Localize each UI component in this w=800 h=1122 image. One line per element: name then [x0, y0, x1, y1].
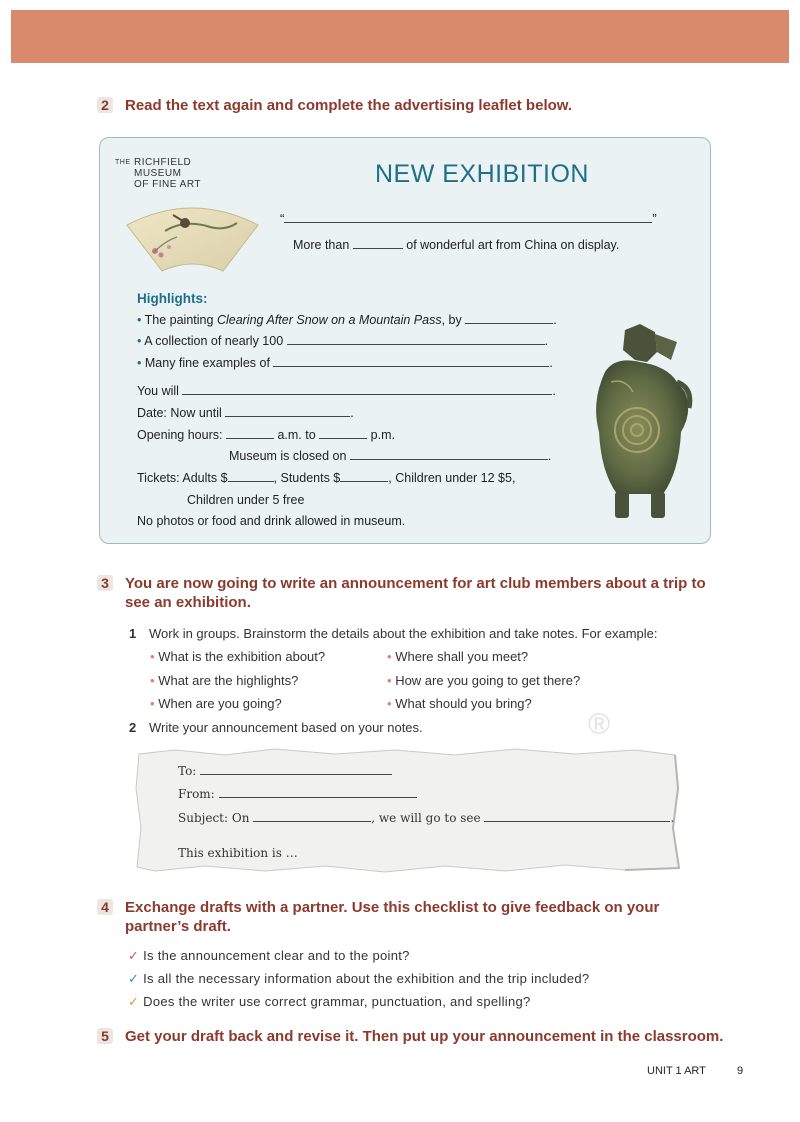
prompt-text: Where shall you meet?: [395, 649, 529, 664]
adults-price-blank[interactable]: [228, 481, 274, 482]
unit-label: UNIT 1 ART: [647, 1065, 706, 1077]
painting-title: Clearing After Snow on a Mountain Pass: [216, 313, 442, 327]
collection-blank[interactable]: [287, 344, 545, 345]
prompt-text: What should you bring?: [395, 696, 532, 711]
tickets-under-5: Children under 5 free: [187, 493, 305, 507]
question-number-2: 2: [97, 97, 113, 113]
period: .: [549, 356, 553, 370]
you-will-text: You will: [137, 384, 179, 398]
students-price-blank[interactable]: [340, 481, 388, 482]
museum-the: THE: [115, 159, 131, 166]
tickets-row: [137, 471, 515, 485]
more-than-blank[interactable]: [353, 248, 403, 249]
date-row: [137, 406, 354, 420]
checklist-text: Does the writer use correct grammar, punctuation, and spelling?: [143, 994, 531, 1009]
note-from-blank[interactable]: [219, 797, 417, 798]
highlight-1: [137, 313, 557, 327]
prompt-text: When are you going?: [158, 696, 282, 711]
bullet: •: [137, 313, 142, 327]
you-will-row: [137, 384, 556, 398]
question-number-4: 4: [97, 899, 113, 915]
note-to-row: [178, 764, 392, 778]
highlight-1-text: The painting: [144, 313, 214, 327]
prompt-text: What is the exhibition about?: [158, 649, 326, 664]
quote-open: “: [280, 211, 285, 226]
closed-text: Museum is closed on: [229, 449, 347, 463]
tickets-students: , Students $: [273, 471, 341, 485]
opening-hours-label: Opening hours:: [137, 428, 223, 442]
more-than-text: More than: [293, 238, 350, 252]
exhibition-heading: NEW EXHIBITION: [375, 160, 589, 188]
note-body: This exhibition is …: [178, 846, 298, 860]
museum-name-line-2: MUSEUM: [134, 168, 182, 179]
step-2-text: Write your announcement based on your notes.: [149, 720, 423, 735]
step-1-text: Work in groups. Brainstorm the details about the exhibition and take notes. For example:: [149, 626, 658, 641]
question-number-5: 5: [97, 1028, 113, 1044]
prompt-item: • What is the exhibition about?: [150, 649, 326, 664]
checklist-item: [128, 948, 410, 964]
bronze-vessel-image: [585, 322, 695, 522]
highlight-3-text: Many fine examples of: [144, 356, 270, 370]
opening-hours-pm: p.m.: [370, 428, 395, 442]
opening-am-blank[interactable]: [226, 438, 274, 439]
note-subject-label: Subject: On: [178, 811, 250, 825]
museum-name-line-3: OF FINE ART: [134, 179, 201, 190]
highlight-3: [137, 356, 553, 370]
note-to-label: To:: [178, 764, 197, 778]
painter-blank[interactable]: [465, 323, 553, 324]
period: .: [547, 449, 552, 463]
opening-pm-blank[interactable]: [319, 438, 367, 439]
note-exhibition-blank[interactable]: [484, 821, 670, 822]
note-subject-middle: , we will go to see: [371, 811, 481, 825]
question-3-text-line-2: see an exhibition.: [125, 594, 251, 611]
question-number-3: 3: [97, 575, 113, 591]
highlight-2: [137, 334, 548, 348]
closed-blank[interactable]: [350, 459, 548, 460]
date-text: Date: Now until: [137, 406, 222, 420]
step-2-number: 2: [129, 720, 137, 735]
museum-rules: No photos or food and drink allowed in museum.: [137, 514, 406, 528]
you-will-blank[interactable]: [182, 394, 552, 395]
more-than-text-end: of wonderful art from China on display.: [406, 238, 620, 252]
tickets-children: , Children under 12 $5,: [388, 471, 516, 485]
question-4-text-line-2: partner’s draft.: [125, 918, 231, 935]
check-icon: ✓: [128, 971, 140, 986]
checklist-text: Is all the necessary information about the exhibition and the trip included?: [143, 971, 590, 986]
period: .: [544, 334, 549, 348]
checklist-text: Is the announcement clear and to the point?: [143, 948, 410, 963]
date-blank[interactable]: [225, 416, 350, 417]
examples-blank[interactable]: [273, 366, 549, 367]
note-date-blank[interactable]: [253, 821, 371, 822]
question-5-text: Get your draft back and revise it. Then put up your announcement in the classroom.: [125, 1028, 724, 1045]
highlight-1-by: , by: [441, 313, 462, 327]
period: .: [552, 384, 556, 398]
period: .: [350, 406, 354, 420]
bullet: •: [137, 356, 142, 370]
check-icon: ✓: [128, 948, 140, 963]
check-icon: ✓: [128, 994, 140, 1009]
note-from-row: [178, 787, 417, 801]
step-1-number: 1: [129, 626, 137, 641]
prompt-item: • Where shall you meet?: [387, 649, 529, 664]
prompt-item: • How are you going to get there?: [387, 673, 581, 688]
question-4-text-line-1: Exchange drafts with a partner. Use this checklist to give feedback on your: [125, 899, 660, 916]
more-than-row: [293, 238, 619, 252]
question-2-text: Read the text again and complete the advertising leaflet below.: [125, 97, 573, 114]
quote-close: ”: [652, 211, 657, 226]
period: .: [670, 811, 675, 825]
note-subject-row: [178, 811, 674, 825]
prompt-text: How are you going to get there?: [395, 673, 581, 688]
fan-painting-image: [125, 201, 260, 273]
prompt-item: • When are you going?: [150, 696, 282, 711]
period: .: [553, 313, 557, 327]
registered-mark: ®: [588, 708, 611, 741]
bullet: •: [137, 334, 142, 348]
museum-name-line-1: RICHFIELD: [134, 157, 192, 168]
note-to-blank[interactable]: [200, 774, 392, 775]
opening-hours-to: a.m. to: [277, 428, 316, 442]
highlight-2-text: A collection of nearly 100: [144, 334, 284, 348]
prompt-text: What are the highlights?: [158, 673, 299, 688]
prompt-item: • What are the highlights?: [150, 673, 299, 688]
checklist-item: [128, 994, 531, 1010]
exhibition-name-line[interactable]: [284, 222, 652, 223]
exhibition-name-blank: [280, 211, 660, 226]
prompt-item: • What should you bring?: [387, 696, 532, 711]
opening-hours-row: [137, 428, 395, 442]
closed-row: [229, 449, 551, 463]
question-3-text-line-1: You are now going to write an announcement for art club members about a trip to: [125, 575, 706, 592]
note-from-label: From:: [178, 787, 215, 801]
page-number: 9: [737, 1065, 744, 1077]
checklist-item: [128, 971, 589, 987]
tickets-adults: Tickets: Adults $: [137, 471, 228, 485]
highlights-title: Highlights:: [137, 291, 208, 306]
header-bar: [11, 10, 789, 63]
